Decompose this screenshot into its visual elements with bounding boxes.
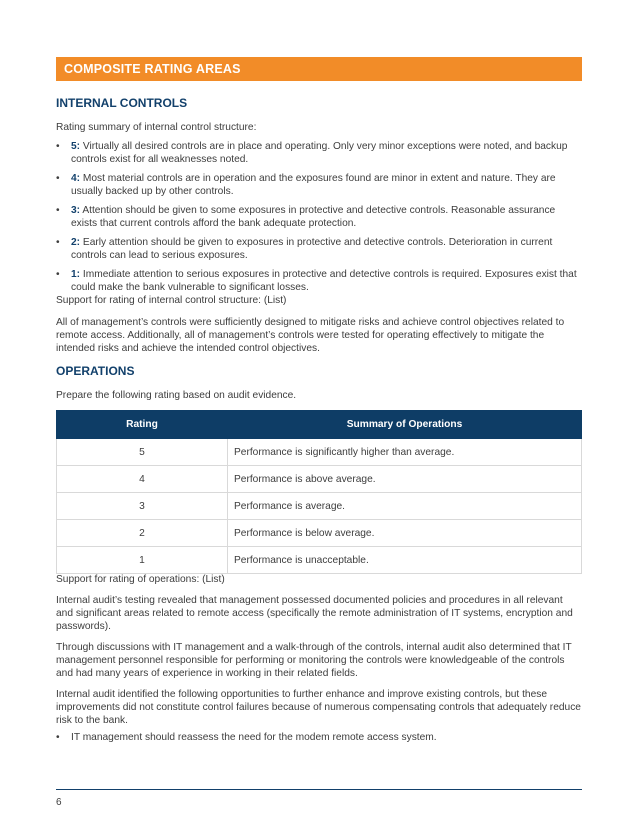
operations-paragraph-1: Internal audit’s testing revealed that management possessed documented policies and procedures in all relevant and significant areas related to remote access (specifically the remote administration of IT systems, encryption and passwords).	[56, 595, 573, 632]
operations-opportunity-list	[56, 731, 582, 750]
footer-divider	[56, 789, 582, 790]
summary-cell: Performance is above average.	[228, 466, 582, 493]
summary-cell: Performance is significantly higher than average.	[228, 439, 582, 466]
rating-number: 2:	[71, 237, 81, 248]
rating-description: Most material controls are in operation and the exposures found are minor in extent and nature. They are usually backed up by other controls.	[71, 173, 556, 197]
rating-item-5	[56, 140, 582, 166]
internal-controls-intro: Rating summary of internal control structure:	[56, 122, 257, 133]
table-header-row	[57, 411, 582, 439]
table-row	[57, 439, 582, 466]
section-banner: COMPOSITE RATING AREAS	[56, 57, 582, 81]
rating-number: 5:	[71, 141, 81, 152]
summary-cell: Performance is below average.	[228, 520, 582, 547]
summary-cell: Performance is average.	[228, 493, 582, 520]
operations-intro: Prepare the following rating based on audit evidence.	[56, 390, 297, 401]
internal-controls-heading: INTERNAL CONTROLS	[56, 96, 188, 110]
operations-paragraph-3: Internal audit identified the following opportunities to further enhance and improve existing controls, but these improvements did not constitute control failures because of numerous compensating controls that adequately reduce risk to the bank.	[56, 689, 581, 726]
rating-description: Immediate attention to serious exposures in protective and detective controls is required. Exposures exist that could make the bank vulnerable to significant losses.	[71, 269, 577, 293]
rating-number: 4:	[71, 173, 81, 184]
rating-cell: 1	[57, 547, 228, 574]
rating-number: 3:	[71, 205, 81, 216]
rating-cell: 3	[57, 493, 228, 520]
rating-cell: 4	[57, 466, 228, 493]
bullet-icon: •	[56, 205, 60, 216]
rating-cell: 2	[57, 520, 228, 547]
page-number: 6	[56, 797, 62, 808]
rating-description: Virtually all desired controls are in place and operating. Only very minor exceptions were noted, and backup controls exist for all weaknesses noted.	[71, 141, 568, 165]
table-row	[57, 547, 582, 574]
table-row	[57, 466, 582, 493]
operations-heading: OPERATIONS	[56, 364, 135, 378]
rating-number: 1:	[71, 269, 81, 280]
table-row	[57, 493, 582, 520]
operations-rating-table	[56, 410, 582, 574]
rating-item-2	[56, 236, 582, 262]
summary-cell: Performance is unacceptable.	[228, 547, 582, 574]
opportunity-text: IT management should reassess the need for the modem remote access system.	[71, 732, 437, 743]
bullet-icon: •	[56, 732, 60, 743]
bullet-icon: •	[56, 141, 60, 152]
rating-item-3	[56, 204, 582, 230]
bullet-icon: •	[56, 237, 60, 248]
operations-support-label: Support for rating of operations: (List)	[56, 574, 225, 585]
internal-controls-support-label: Support for rating of internal control structure: (List)	[56, 295, 287, 306]
rating-item-1	[56, 268, 582, 294]
internal-controls-paragraph: All of management’s controls were sufficiently designed to mitigate risks and achieve control objectives related to remote access. Additionally, all of management’s controls were tested for operating effectively to mitigate the intended risks and achieve the intended control objectives.	[56, 317, 565, 354]
rating-column-header: Rating	[57, 411, 228, 439]
summary-column-header: Summary of Operations	[228, 411, 582, 439]
rating-description: Attention should be given to some exposures in protective and detective controls. Reasonable assurance exists that current controls afford the bank adequate protection.	[71, 205, 556, 229]
list-item	[56, 731, 582, 744]
rating-description: Early attention should be given to exposures in protective and detective controls. Deterioration in current controls can lead to serious exposures.	[71, 237, 553, 261]
table-row	[57, 520, 582, 547]
internal-controls-rating-list	[56, 140, 582, 300]
rating-item-4	[56, 172, 582, 198]
bullet-icon: •	[56, 173, 60, 184]
rating-cell: 5	[57, 439, 228, 466]
bullet-icon: •	[56, 269, 60, 280]
operations-paragraph-2: Through discussions with IT management and a walk-through of the controls, internal audit also determined that IT management personnel responsible for performing or monitoring the controls were knowledgeable of the controls and had many years of experience in working in their related fields.	[56, 642, 572, 679]
